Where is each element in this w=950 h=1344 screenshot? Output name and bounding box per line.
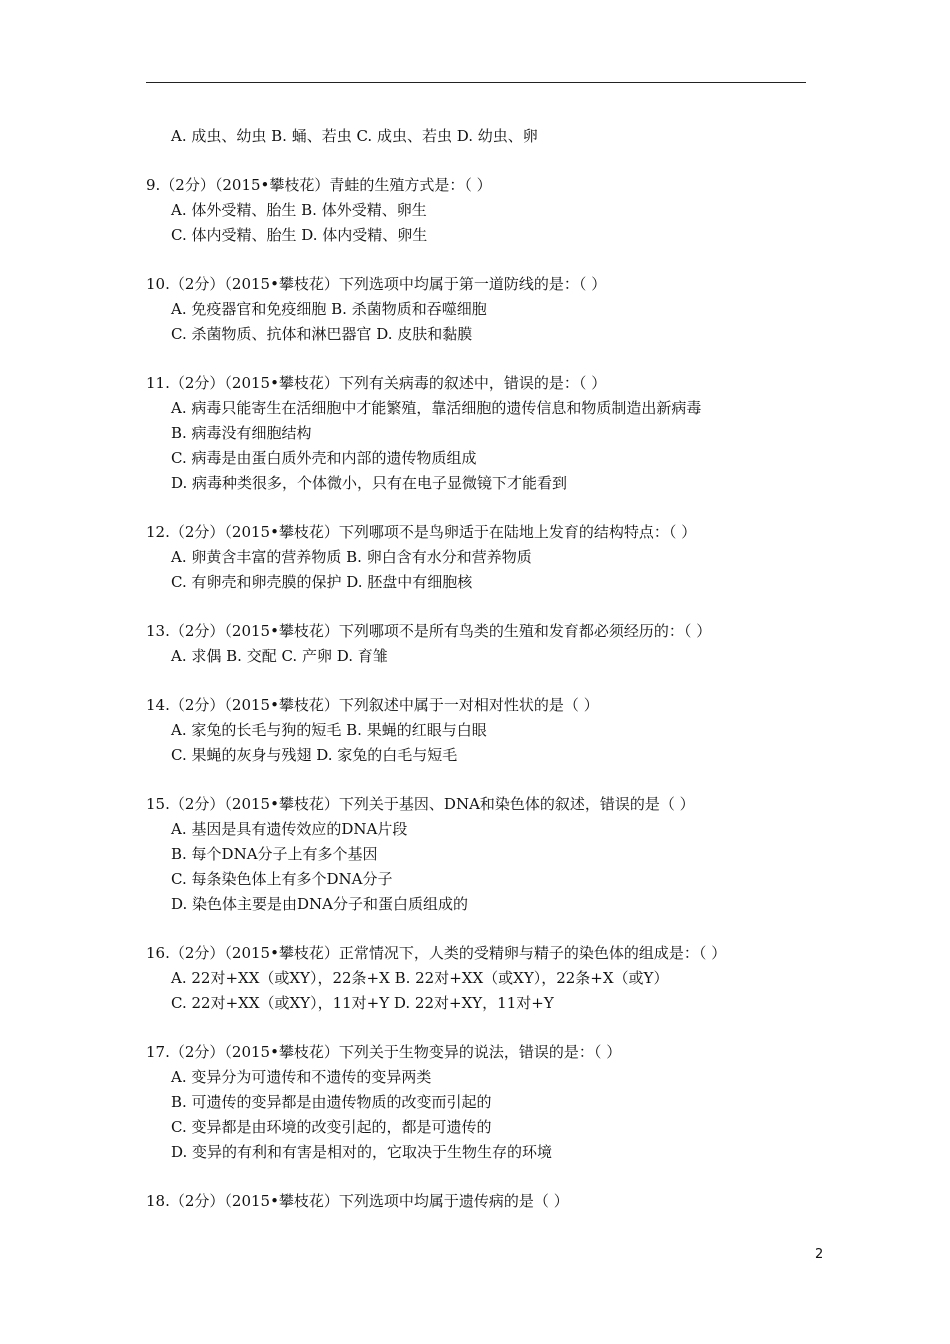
answer-option-line: C. 每条染色体上有多个DNA分子 — [171, 870, 393, 888]
answer-option-line: C. 杀菌物质、抗体和淋巴器官 D. 皮肤和黏膜 — [171, 325, 473, 343]
answer-option-line: A. 卵黄含丰富的营养物质 B. 卵白含有水分和营养物质 — [171, 548, 532, 566]
answer-option-line: A. 体外受精、胎生 B. 体外受精、卵生 — [171, 201, 427, 219]
question-stem: 18.（2分）（2015•攀枝花）下列选项中均属于遗传病的是（ ） — [146, 1192, 569, 1210]
question-spacer — [146, 917, 846, 941]
question-spacer — [146, 347, 846, 371]
answer-option-line: C. 22对+XX（或XY），11对+Y D. 22对+XY，11对+Y — [171, 994, 554, 1012]
answer-option-line: A. 病毒只能寄生在活细胞中才能繁殖，靠活细胞的遗传信息和物质制造出新病毒 — [171, 399, 702, 417]
question-spacer — [146, 248, 846, 272]
question-stem: 17.（2分）（2015•攀枝花）下列关于生物变异的说法，错误的是：（ ） — [146, 1043, 622, 1061]
question-spacer — [146, 669, 846, 693]
answer-option-line: C. 体内受精、胎生 D. 体内受精、卵生 — [171, 226, 428, 244]
question-stem: 13.（2分）（2015•攀枝花）下列哪项不是所有鸟类的生殖和发育都必须经历的：（ ） — [146, 622, 712, 640]
question-spacer — [146, 768, 846, 792]
answer-option-line: A. 成虫、幼虫 B. 蛹、若虫 C. 成虫、若虫 D. 幼虫、卵 — [171, 127, 538, 145]
question-stem: 14.（2分）（2015•攀枝花）下列叙述中属于一对相对性状的是（ ） — [146, 696, 599, 714]
question-stem: 15.（2分）（2015•攀枝花）下列关于基因、DNA和染色体的叙述，错误的是（ ） — [146, 795, 695, 813]
answer-option-line: A. 变异分为可遗传和不遗传的变异两类 — [171, 1068, 432, 1086]
question-spacer — [146, 496, 846, 520]
answer-option-line: C. 变异都是由环境的改变引起的，都是可遗传的 — [171, 1118, 492, 1136]
question-stem: 9.（2分）（2015•攀枝花）青蛙的生殖方式是：（ ） — [146, 176, 492, 194]
answer-option-line: C. 病毒是由蛋白质外壳和内部的遗传物质组成 — [171, 449, 477, 467]
answer-option-line: A. 免疫器官和免疫细胞 B. 杀菌物质和吞噬细胞 — [171, 300, 487, 318]
page-number: 2 — [815, 1247, 824, 1262]
answer-option-line: C. 有卵壳和卵壳膜的保护 D. 胚盘中有细胞核 — [171, 573, 473, 591]
answer-option-line: B. 可遗传的变异都是由遗传物质的改变而引起的 — [171, 1093, 492, 1111]
answer-option-line: D. 病毒种类很多，个体微小，只有在电子显微镜下才能看到 — [171, 474, 568, 492]
question-stem: 16.（2分）（2015•攀枝花）正常情况下，人类的受精卵与精子的染色体的组成是：（ ） — [146, 944, 727, 962]
question-spacer — [146, 1165, 846, 1189]
answer-option-line: A. 求偶 B. 交配 C. 产卵 D. 育雏 — [171, 647, 388, 665]
answer-option-line: A. 家兔的长毛与狗的短毛 B. 果蝇的红眼与白眼 — [171, 721, 487, 739]
answer-option-line: A. 22对+XX（或XY），22条+X B. 22对+XX（或XY），22条+X（或Y） — [171, 969, 669, 987]
answer-option-line: B. 病毒没有细胞结构 — [171, 424, 312, 442]
exam-question-list — [146, 124, 846, 1214]
question-spacer — [146, 595, 846, 619]
question-spacer — [146, 149, 846, 173]
question-stem: 12.（2分）（2015•攀枝花）下列哪项不是鸟卵适于在陆地上发育的结构特点：（ ） — [146, 523, 697, 541]
answer-option-line: B. 每个DNA分子上有多个基因 — [171, 845, 378, 863]
question-spacer — [146, 1016, 846, 1040]
answer-option-line: A. 基因是具有遗传效应的DNA片段 — [171, 820, 408, 838]
answer-option-line: D. 染色体主要是由DNA分子和蛋白质组成的 — [171, 895, 469, 913]
answer-option-line: C. 果蝇的灰身与残翅 D. 家兔的白毛与短毛 — [171, 746, 458, 764]
question-stem: 11.（2分）（2015•攀枝花）下列有关病毒的叙述中，错误的是：（ ） — [146, 374, 607, 392]
header-rule — [146, 82, 806, 83]
answer-option-line: D. 变异的有利和有害是相对的，它取决于生物生存的环境 — [171, 1143, 553, 1161]
question-stem: 10.（2分）（2015•攀枝花）下列选项中均属于第一道防线的是：（ ） — [146, 275, 607, 293]
